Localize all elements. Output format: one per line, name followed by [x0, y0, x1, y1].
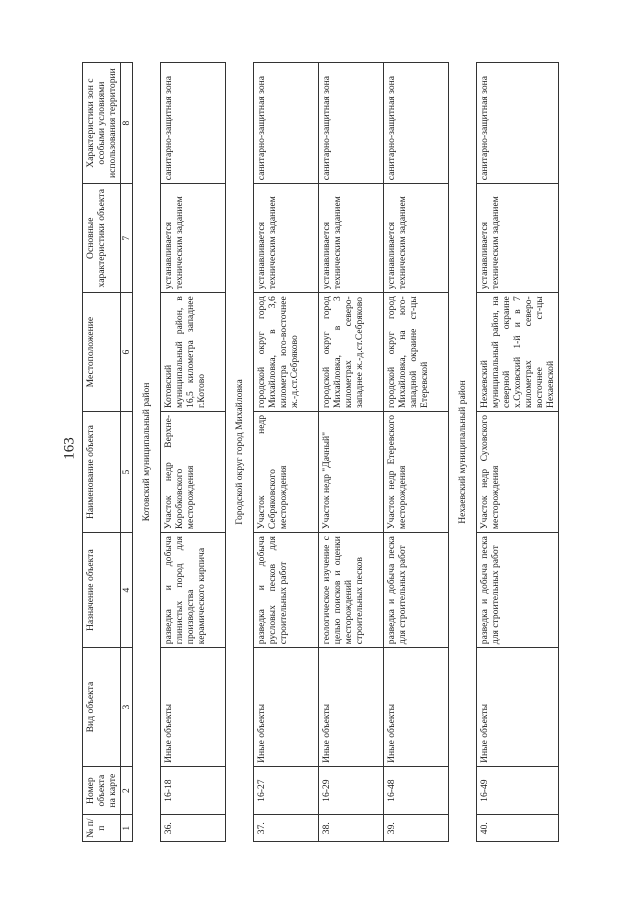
row-characteristics: устанавливается техническим заданием	[384, 184, 449, 293]
row-characteristics: устанавливается техническим заданием	[161, 184, 226, 293]
row-kind: Иные объекты	[319, 648, 384, 767]
row-no: 39.	[384, 815, 449, 842]
row-kind: Иные объекты	[477, 648, 559, 767]
column-number: 3	[121, 648, 133, 767]
row-kind: Иные объекты	[161, 648, 226, 767]
header-purpose: Назначение объекта	[83, 533, 121, 648]
table-row	[477, 63, 559, 842]
row-characteristics: устанавливается техническим заданием	[477, 184, 559, 293]
header-row	[83, 63, 121, 842]
row-zone: санитарно-защитная зона	[384, 63, 449, 184]
row-purpose: разведка и добыча глинистых пород для производства керамического кирпича	[161, 533, 226, 648]
row-no: 40.	[477, 815, 559, 842]
page-number: 163	[61, 437, 78, 460]
row-map-no: 16-49	[477, 766, 559, 814]
row-name: Участок недр Суховского месторождения	[477, 411, 559, 532]
row-location: Нехаевский муниципальный район, на северной окраине х.Суховский 1-й и в 7 километрах северо-восточнее ст-цы Нехаевской	[477, 293, 559, 412]
section-row	[449, 63, 477, 842]
header-characteristics: Основные характеристики объекта	[83, 184, 121, 293]
row-location: городской округ город Михайловка, в 3,6 километра юго-восточнее ж.-д.ст.Себряково	[254, 293, 319, 412]
row-location: городской округ город Михайловка, на юго-западной окраине ст-цы Етеревской	[384, 293, 449, 412]
row-characteristics: устанавливается техническим заданием	[319, 184, 384, 293]
column-number: 2	[121, 766, 133, 814]
row-no: 38.	[319, 815, 384, 842]
header-name: Наименование объекта	[83, 411, 121, 532]
header-location: Местоположение	[83, 293, 121, 412]
row-map-no: 16-18	[161, 766, 226, 814]
objects-table-sheet	[82, 62, 556, 842]
row-zone: санитарно-защитная зона	[161, 63, 226, 184]
row-location: Котовский муниципальный район, в 16,5 километра западнее г.Котово	[161, 293, 226, 412]
header-kind: Вид объекта	[83, 648, 121, 767]
row-zone: санитарно-защитная зона	[254, 63, 319, 184]
row-map-no: 16-29	[319, 766, 384, 814]
row-purpose: разведка и добыча песка для строительных работ	[384, 533, 449, 648]
row-zone: санитарно-защитная зона	[477, 63, 559, 184]
table-row	[384, 63, 449, 842]
row-no: 37.	[254, 815, 319, 842]
row-kind: Иные объекты	[384, 648, 449, 767]
row-name: Участок недр Етеревского месторождения	[384, 411, 449, 532]
row-purpose: разведка и добыча русловых песков для строительных работ	[254, 533, 319, 648]
column-number: 1	[121, 815, 133, 842]
section-row	[226, 63, 254, 842]
row-characteristics: устанавливается техническим заданием	[254, 184, 319, 293]
header-map-no: Номер объекта на карте	[83, 766, 121, 814]
column-number: 5	[121, 411, 133, 532]
section-row	[133, 63, 161, 842]
row-name: Участок недр Верхне-Коробковского месторождения	[161, 411, 226, 532]
section-title: Городской округ город Михайловка	[226, 63, 254, 842]
header-zones: Характеристики зон с особыми условиями использования территории	[83, 63, 121, 184]
section-title: Котовский муниципальный район	[133, 63, 161, 842]
section-title: Нехаевский муниципальный район	[449, 63, 477, 842]
column-number: 8	[121, 63, 133, 184]
column-number-row	[121, 63, 133, 842]
row-zone: санитарно-защитная зона	[319, 63, 384, 184]
table-row	[161, 63, 226, 842]
row-name: Участок недр Себряковского месторождения	[254, 411, 319, 532]
row-kind: Иные объекты	[254, 648, 319, 767]
objects-table	[82, 62, 559, 842]
column-number: 4	[121, 533, 133, 648]
table-row	[319, 63, 384, 842]
row-name: Участок недр "Дачный"	[319, 411, 384, 532]
table-row	[254, 63, 319, 842]
row-purpose: разведка и добыча песка для строительных работ	[477, 533, 559, 648]
column-number: 6	[121, 293, 133, 412]
row-no: 36.	[161, 815, 226, 842]
header-no: № п/п	[83, 815, 121, 842]
row-map-no: 16-27	[254, 766, 319, 814]
column-number: 7	[121, 184, 133, 293]
row-location: городской округ город Михайловка, в 3 километрах северо-западнее ж.-д.ст.Себряково	[319, 293, 384, 412]
row-map-no: 16-48	[384, 766, 449, 814]
row-purpose: геологическое изучение с целью поисков и оценки месторождений строительных песков	[319, 533, 384, 648]
